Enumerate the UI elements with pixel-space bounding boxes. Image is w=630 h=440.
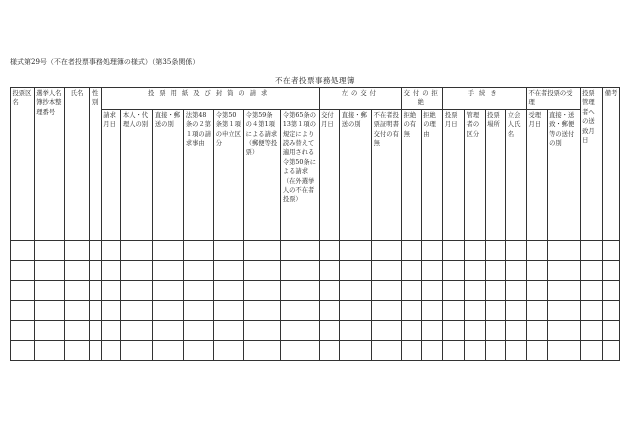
header-receipt-date: 受理月日 [526, 109, 547, 240]
table-cell[interactable] [547, 320, 580, 340]
header-witness-name: 立会人氏名 [506, 109, 527, 240]
table-cell[interactable] [281, 320, 319, 340]
table-cell[interactable] [526, 240, 547, 260]
table-cell[interactable] [372, 300, 402, 320]
table-cell[interactable] [101, 340, 121, 360]
header-law48-reason: 法第48条の２第１項の請求事由 [184, 109, 214, 240]
header-ord50-category: 令第50条第１項の申立区分 [214, 109, 244, 240]
table-cell[interactable] [526, 260, 547, 280]
table-cell[interactable] [34, 300, 64, 320]
table-cell[interactable] [90, 300, 101, 320]
table-cell[interactable] [340, 340, 372, 360]
table-cell[interactable] [547, 280, 580, 300]
table-cell[interactable] [153, 280, 184, 300]
table-cell[interactable] [506, 320, 527, 340]
form-number-note: 様式第29号（不在者投票事務処理簿の様式）（第35条関係） [10, 58, 200, 66]
table-cell[interactable] [11, 280, 35, 300]
header-receipt-method: 直接・送致・郵便等の送付の別 [547, 109, 580, 240]
header-row-sub [11, 109, 620, 240]
table-cell[interactable] [340, 280, 372, 300]
table-cell[interactable] [580, 240, 603, 260]
table-cell[interactable] [11, 240, 35, 260]
table-cell[interactable] [319, 320, 340, 340]
table-cell[interactable] [526, 300, 547, 320]
header-roll-number: 選挙人名簿抄本整理番号 [34, 88, 64, 241]
header-remarks: 備考 [603, 88, 620, 241]
table-cell[interactable] [421, 280, 443, 300]
table-cell[interactable] [281, 300, 319, 320]
table-cell[interactable] [372, 340, 402, 360]
table-cell[interactable] [34, 340, 64, 360]
table-cell[interactable] [64, 340, 90, 360]
table-cell[interactable] [526, 280, 547, 300]
header-gender: 性別 [90, 88, 101, 241]
table-cell[interactable] [184, 280, 214, 300]
table-cell[interactable] [34, 320, 64, 340]
table-cell[interactable] [485, 300, 506, 320]
table-cell[interactable] [603, 260, 620, 280]
table-cell[interactable] [402, 280, 422, 300]
table-cell[interactable] [603, 300, 620, 320]
table-cell[interactable] [281, 280, 319, 300]
table-cell[interactable] [101, 280, 121, 300]
table-cell[interactable] [465, 280, 486, 300]
table-cell[interactable] [372, 260, 402, 280]
table-cell[interactable] [465, 300, 486, 320]
table-cell[interactable] [64, 300, 90, 320]
table-cell[interactable] [547, 300, 580, 320]
table-cell[interactable] [547, 340, 580, 360]
table-cell[interactable] [64, 260, 90, 280]
header-group-receipt: 不在者投票の受理 [526, 88, 580, 110]
table-cell[interactable] [101, 260, 121, 280]
header-send-date: 投票管理者への送致月日 [580, 88, 603, 241]
table-cell[interactable] [184, 320, 214, 340]
table-cell[interactable] [547, 240, 580, 260]
table-cell[interactable] [121, 340, 153, 360]
table-cell[interactable] [319, 300, 340, 320]
table-cell[interactable] [402, 300, 422, 320]
table-cell[interactable] [214, 340, 244, 360]
table-cell[interactable] [184, 240, 214, 260]
table-cell[interactable] [340, 320, 372, 340]
header-group-procedure: 手続き [443, 88, 527, 110]
table-cell[interactable] [34, 260, 64, 280]
table-cell[interactable] [526, 320, 547, 340]
table-cell[interactable] [580, 260, 603, 280]
table-cell[interactable] [153, 340, 184, 360]
table-cell[interactable] [402, 240, 422, 260]
table-cell[interactable] [443, 260, 465, 280]
table-cell[interactable] [372, 280, 402, 300]
table-row [11, 280, 620, 300]
table-cell[interactable] [506, 340, 527, 360]
table-cell[interactable] [244, 320, 281, 340]
table-row [11, 300, 620, 320]
table-row [11, 260, 620, 280]
table-cell[interactable] [153, 300, 184, 320]
table-cell[interactable] [402, 260, 422, 280]
table-cell[interactable] [90, 280, 101, 300]
table-cell[interactable] [421, 260, 443, 280]
absentee-voting-register-table [10, 87, 620, 361]
header-certificate-issued: 不在者投票証明書交付の有無 [372, 109, 402, 240]
table-cell[interactable] [603, 320, 620, 340]
header-row-group [11, 88, 620, 110]
table-cell[interactable] [11, 300, 35, 320]
document-title: 不在者投票事務処理簿 [275, 76, 355, 85]
table-cell[interactable] [421, 340, 443, 360]
table-cell[interactable] [465, 320, 486, 340]
header-principal-or-agent: 本人・代理人の別 [121, 109, 153, 240]
table-cell[interactable] [580, 340, 603, 360]
table-cell[interactable] [443, 300, 465, 320]
table-cell[interactable] [11, 320, 35, 340]
table-cell[interactable] [184, 300, 214, 320]
table-cell[interactable] [64, 320, 90, 340]
table-cell[interactable] [319, 260, 340, 280]
header-group-refusal: 交付の拒絶 [402, 88, 443, 110]
table-cell[interactable] [402, 320, 422, 340]
table-cell[interactable] [64, 280, 90, 300]
table-cell[interactable] [340, 300, 372, 320]
table-cell[interactable] [153, 260, 184, 280]
table-cell[interactable] [319, 340, 340, 360]
table-cell[interactable] [244, 240, 281, 260]
table-cell[interactable] [121, 300, 153, 320]
table-cell[interactable] [90, 260, 101, 280]
table-cell[interactable] [485, 280, 506, 300]
header-voting-place: 投票場所 [485, 109, 506, 240]
table-cell[interactable] [214, 300, 244, 320]
table-cell[interactable] [121, 240, 153, 260]
table-cell[interactable] [485, 240, 506, 260]
table-cell[interactable] [90, 320, 101, 340]
table-cell[interactable] [465, 240, 486, 260]
table-cell[interactable] [603, 280, 620, 300]
table-cell[interactable] [443, 320, 465, 340]
header-name: 氏名 [64, 88, 90, 241]
table-cell[interactable] [485, 260, 506, 280]
table-cell[interactable] [121, 320, 153, 340]
table-row [11, 320, 620, 340]
table-cell[interactable] [580, 300, 603, 320]
table-cell[interactable] [214, 320, 244, 340]
table-cell[interactable] [547, 260, 580, 280]
header-voting-date: 投票月日 [443, 109, 465, 240]
table-cell[interactable] [319, 280, 340, 300]
table-cell[interactable] [402, 340, 422, 360]
table-cell[interactable] [340, 240, 372, 260]
header-direct-or-mail: 直接・郵送の別 [153, 109, 184, 240]
table-cell[interactable] [340, 260, 372, 280]
table-cell[interactable] [244, 260, 281, 280]
table-cell[interactable] [34, 240, 64, 260]
table-cell[interactable] [214, 260, 244, 280]
table-cell[interactable] [372, 320, 402, 340]
header-manager-category: 管理者の区分 [465, 109, 486, 240]
header-voting-district: 投票区名 [11, 88, 35, 241]
table-cell[interactable] [90, 340, 101, 360]
table-cell[interactable] [485, 340, 506, 360]
table-cell[interactable] [506, 280, 527, 300]
header-refusal-flag: 拒絶の有無 [402, 109, 422, 240]
table-cell[interactable] [465, 260, 486, 280]
table-cell[interactable] [184, 260, 214, 280]
header-refusal-reason: 拒絶の理由 [421, 109, 443, 240]
table-cell[interactable] [465, 340, 486, 360]
table-cell[interactable] [34, 280, 64, 300]
table-cell[interactable] [506, 260, 527, 280]
table-cell[interactable] [526, 340, 547, 360]
table-cell[interactable] [214, 240, 244, 260]
table-row [11, 340, 620, 360]
table-cell[interactable] [443, 240, 465, 260]
header-delivery-method: 直接・郵送の別 [340, 109, 372, 240]
table-cell[interactable] [244, 280, 281, 300]
table-cell[interactable] [580, 280, 603, 300]
table-cell[interactable] [101, 240, 121, 260]
header-ord65-overseas-request: 令第65条の13第１項の規定により読み替えて適用される令第50条による請求（在外選挙人の不在者投票） [281, 109, 319, 240]
table-cell[interactable] [506, 240, 527, 260]
header-group-ballot-request: 投票用紙及び封筒の請求 [101, 88, 319, 110]
table-cell[interactable] [506, 300, 527, 320]
table-cell[interactable] [90, 240, 101, 260]
table-cell[interactable] [64, 240, 90, 260]
table-cell[interactable] [244, 340, 281, 360]
table-cell[interactable] [372, 240, 402, 260]
table-cell[interactable] [11, 340, 35, 360]
table-cell[interactable] [443, 280, 465, 300]
table-cell[interactable] [580, 320, 603, 340]
table-cell[interactable] [101, 300, 121, 320]
table-cell[interactable] [421, 240, 443, 260]
register-body [11, 240, 620, 360]
header-request-date: 請求月日 [101, 109, 121, 240]
table-cell[interactable] [101, 320, 121, 340]
table-cell[interactable] [443, 340, 465, 360]
table-cell[interactable] [11, 260, 35, 280]
table-cell[interactable] [485, 320, 506, 340]
header-ord59-postal-request: 令第59条の４第1項による請求（郵便等投票） [244, 109, 281, 240]
table-cell[interactable] [603, 340, 620, 360]
table-row [11, 240, 620, 260]
table-cell[interactable] [281, 240, 319, 260]
table-cell[interactable] [121, 260, 153, 280]
table-cell[interactable] [421, 320, 443, 340]
table-cell[interactable] [603, 240, 620, 260]
table-cell[interactable] [121, 280, 153, 300]
table-cell[interactable] [214, 280, 244, 300]
table-cell[interactable] [319, 240, 340, 260]
table-cell[interactable] [153, 240, 184, 260]
table-cell[interactable] [184, 340, 214, 360]
table-cell[interactable] [421, 300, 443, 320]
header-group-delivery: 左の交付 [319, 88, 402, 110]
table-cell[interactable] [153, 320, 184, 340]
header-delivery-date: 交付月日 [319, 109, 340, 240]
table-cell[interactable] [281, 260, 319, 280]
table-cell[interactable] [281, 340, 319, 360]
table-cell[interactable] [244, 300, 281, 320]
